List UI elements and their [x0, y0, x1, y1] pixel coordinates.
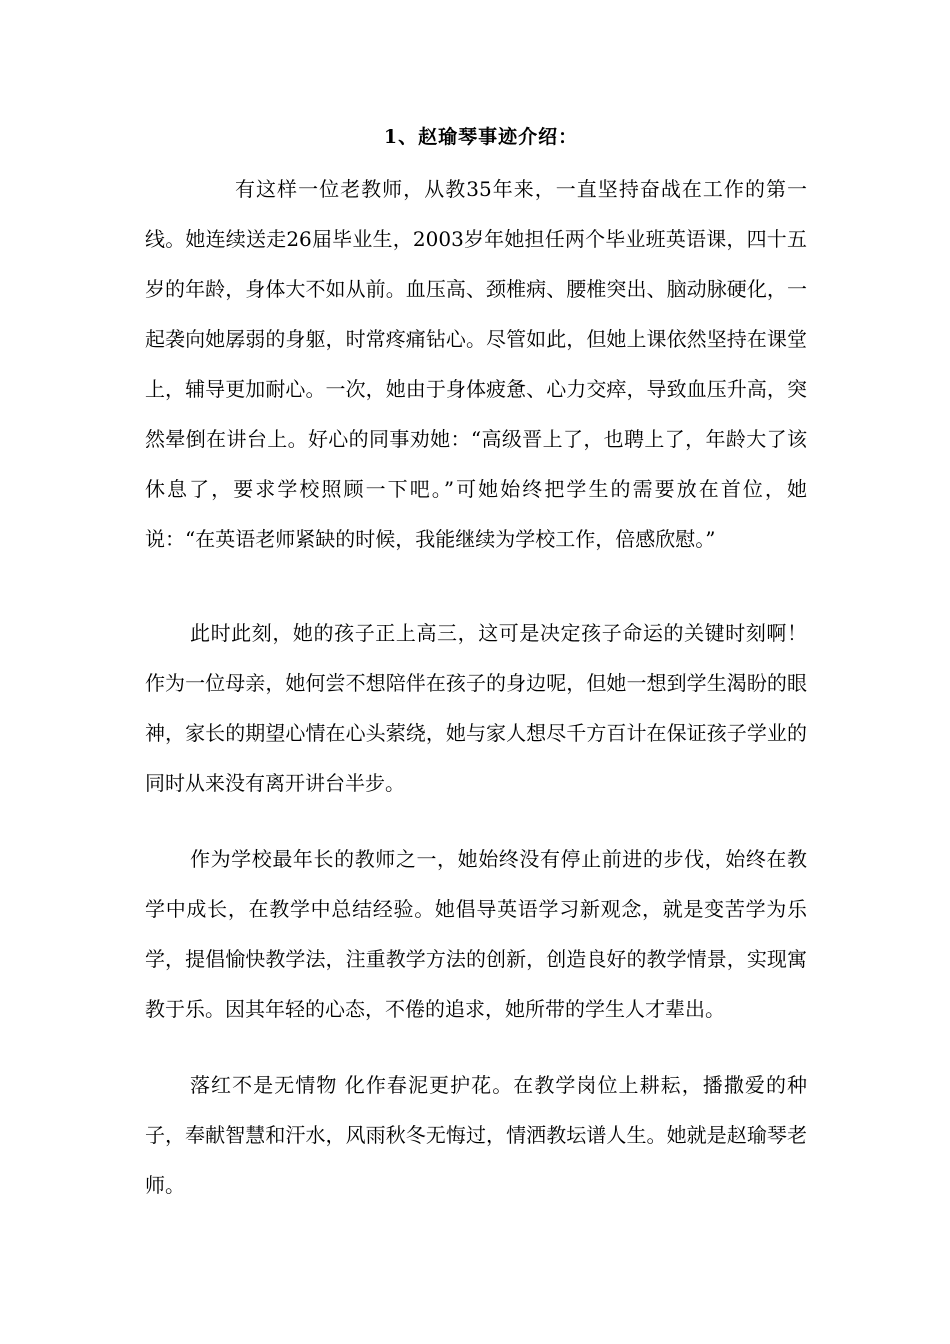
paragraph-3: 作为学校最年长的教师之一，她始终没有停止前进的步伐，始终在教学中成长，在教学中总结经验。她倡导英语学习新观念，就是变苦学为乐学，提倡愉快教学法，注重教学方法的创新，创造良好的教学情景，实现寓教于乐。因其年轻的心态，不倦的追求，她所带的学生人才辈出。	[145, 847, 807, 1021]
paragraph-4: 落红不是无情物 化作春泥更护花。在教学岗位上耕耘，播撒爱的种子，奉献智慧和汗水，风雨秋冬无悔过，情洒教坛谱人生。她就是赵瑜琴老师。	[145, 1073, 807, 1197]
paragraph-1: 有这样一位老教师，从教35年来，一直坚持奋战在工作的第一线。她连续送走26届毕业生，2003岁年她担任两个毕业班英语课，四十五岁的年龄，身体大不如从前。血压高、颈椎病、腰椎突出、脑动脉硬化，一起袭向她孱弱的身躯，时常疼痛钻心。尽管如此，但她上课依然坚持在课堂上，辅导更加耐心。一次，她由于身体疲惫、心力交瘁，导致血压升高，突然晕倒在讲台上。好心的同事劝她：“高级晋上了，也聘上了，年龄大了该休息了，要求学校照顾一下吧。”可她始终把学生的需要放在首位，她说：“在英语老师紧缺的时候，我能继续为学校工作，倍感欣慰。”	[145, 177, 807, 551]
document-title: 1、赵瑜琴事迹介绍：	[383, 126, 579, 148]
paragraph-2: 此时此刻，她的孩子正上高三，这可是决定孩子命运的关键时刻啊！作为一位母亲，她何尝不想陪伴在孩子的身边呢，但她一想到学生渴盼的眼神，家长的期望心情在心头萦绕，她与家人想尽千方百计在保证孩子学业的同时从来没有离开讲台半步。	[145, 621, 807, 795]
